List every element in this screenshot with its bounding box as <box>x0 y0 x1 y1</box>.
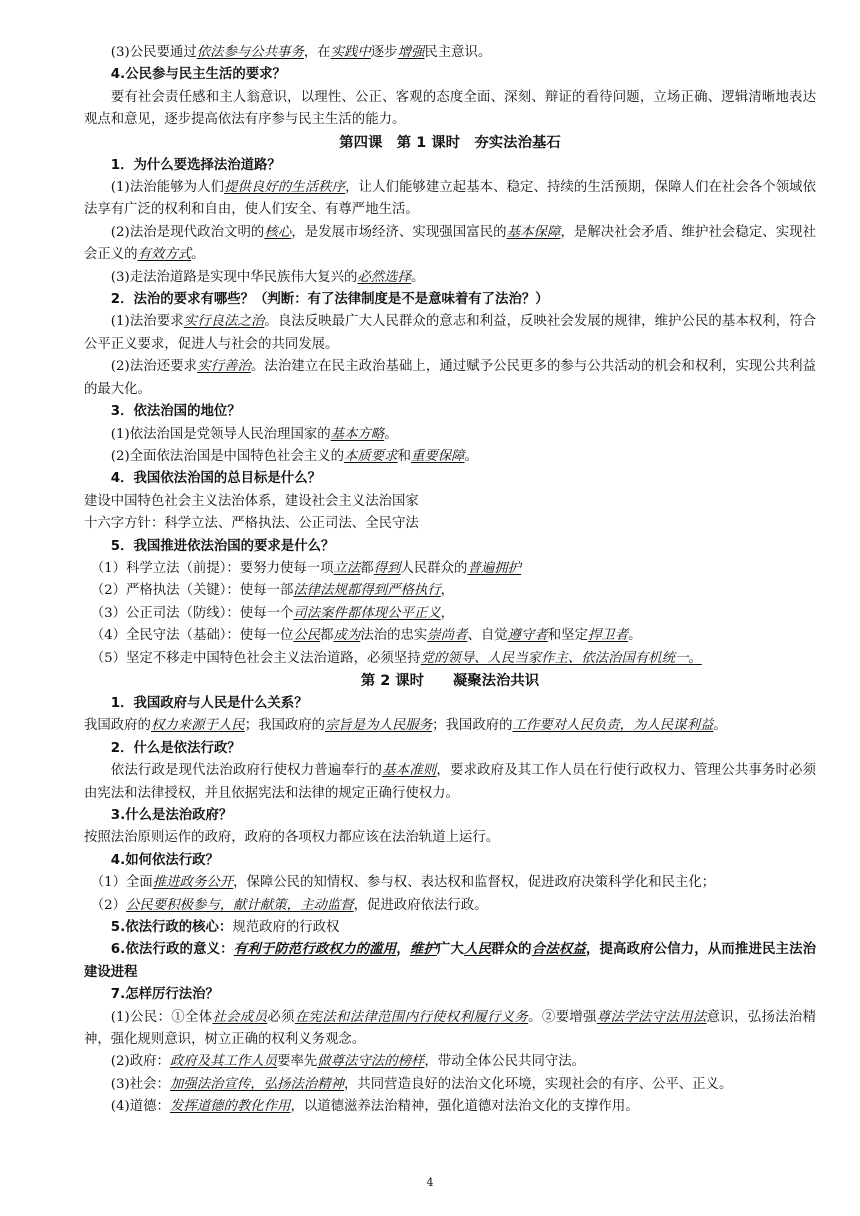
question-heading <box>84 289 816 311</box>
underlined-key-term: 实行良法之治 <box>183 314 265 330</box>
question-heading <box>84 468 816 490</box>
text-segment: 3.什么是法治政府？ <box>110 808 233 823</box>
text-segment: ， <box>440 605 455 621</box>
underlined-key-term: 公民要积极参与，献计献策，主动监督 <box>126 897 354 913</box>
paragraph <box>84 311 816 356</box>
underlined-key-term: 必然选择 <box>357 269 411 285</box>
question-heading <box>84 401 816 423</box>
paragraph <box>84 1096 816 1118</box>
text-segment: ，保障公民的知情权、参与权、表达权和监督权，促进政府决策科学化和民主化； <box>233 875 716 891</box>
text-segment: 都 <box>360 560 374 576</box>
underlined-key-term: 社会成员 <box>212 1009 268 1025</box>
paragraph <box>84 558 816 580</box>
text-segment: 2．法治的要求有哪些？（判断：有了法律制度是不是意味着有了法治？） <box>110 292 549 308</box>
question-heading <box>84 155 816 177</box>
text-segment: (3)社会： <box>110 1076 170 1092</box>
question-heading <box>84 738 816 760</box>
underlined-key-term: 维护 <box>409 942 437 958</box>
text-segment: 和坚定 <box>547 628 588 644</box>
text-segment: 。②要增强 <box>528 1009 597 1025</box>
underlined-key-term: 司法案件都体现公平正义 <box>293 605 441 621</box>
underlined-key-term: 崇尚者 <box>427 628 468 644</box>
paragraph <box>84 177 816 222</box>
text-segment: (1)法治要求 <box>110 314 184 330</box>
paragraph <box>84 424 816 446</box>
text-segment: 。 <box>713 718 727 734</box>
paragraph <box>84 715 816 737</box>
text-segment: ，提高政府公信力，从而推进民主法治建设进程 <box>84 942 817 980</box>
question-heading <box>84 917 816 939</box>
underlined-key-term: 本质要求 <box>344 448 398 464</box>
text-segment: (1)公民：①全体 <box>110 1009 213 1025</box>
text-segment: 规范政府的行政权 <box>232 920 340 936</box>
text-segment: ， <box>396 942 410 958</box>
paragraph <box>84 580 816 602</box>
underlined-key-term: 得到 <box>373 560 401 576</box>
text-segment: 第四课 第 1 课时 夯实法治基石 <box>339 134 561 151</box>
question-heading <box>84 984 816 1006</box>
text-segment: 。 <box>384 426 398 442</box>
underlined-key-term: 核心 <box>264 224 292 240</box>
paragraph <box>84 446 816 468</box>
underlined-key-term: 合法权益 <box>531 942 586 958</box>
text-segment: （2） <box>90 897 126 913</box>
paragraph <box>84 603 816 625</box>
text-segment: 都 <box>320 628 334 644</box>
paragraph <box>84 895 816 917</box>
underlined-key-term: 做尊法守法的榜样 <box>317 1054 425 1070</box>
underlined-key-term: 遵守者 <box>507 628 548 644</box>
text-segment: 7.怎样厉行法治？ <box>110 987 219 1003</box>
text-segment: (3)公民要通过 <box>110 45 197 60</box>
section-heading <box>84 670 816 693</box>
text-segment: 第 2 课时 凝聚法治共识 <box>360 672 540 689</box>
text-segment: 群众的 <box>491 942 532 958</box>
underlined-key-term: 政府及其工作人员 <box>169 1054 278 1070</box>
text-segment: （4）全民守法（基础）：使每一位 <box>90 628 294 644</box>
text-segment: ，带动全体公民共同守法。 <box>424 1054 586 1070</box>
underlined-key-term: 有利于防范行政权力的滥用 <box>233 942 397 958</box>
text-segment: 依法行政是现代法治政府行使权力普遍奉行的 <box>110 763 383 779</box>
underlined-key-term: 基本保障 <box>506 224 561 240</box>
underlined-key-term: 提供良好的生活秩序 <box>224 180 346 196</box>
question-heading <box>84 64 816 86</box>
text-segment: （1）全面 <box>90 875 153 891</box>
text-segment: 十六字方针：科学立法、严格执法、公正司法、全民守法 <box>84 516 419 532</box>
section-heading <box>84 132 816 155</box>
text-segment: 广大 <box>436 942 464 958</box>
text-segment: 2．什么是依法行政？ <box>110 740 241 756</box>
text-segment: (2)法治是现代政治文明的 <box>110 224 265 240</box>
text-segment: 。良法反映最广大人民群众的意志和利益，反映社会发展的规律，维护公民的基本权利，符合公平正义要求，促进人与社会的共同发展。 <box>84 314 817 352</box>
underlined-key-term: 成为 <box>333 628 361 644</box>
question-heading <box>84 850 816 872</box>
text-segment: (2)政府： <box>110 1054 170 1070</box>
text-segment: 按照法治原则运作的政府，政府的各项权力都应该在法治轨道上运行。 <box>84 830 500 846</box>
text-segment: ， <box>440 583 455 599</box>
underlined-key-term: 在宪法和法律范围内行使权利履行义务 <box>294 1009 529 1025</box>
question-heading <box>84 939 816 984</box>
text-segment: 5．我国推进依法治国的要求是什么？ <box>110 538 335 554</box>
underlined-key-term: 依法参与公共事务 <box>196 45 304 60</box>
text-segment: (4)道德： <box>110 1099 170 1115</box>
document-body <box>84 42 816 1119</box>
underlined-key-term: 尊法学法守法用法 <box>596 1009 707 1025</box>
text-segment: （2）严格执法（关键）：使每一部 <box>90 583 294 599</box>
underlined-key-term: 重要保障 <box>410 448 465 464</box>
text-segment: 建设中国特色社会主义法治体系，建设社会主义法治国家 <box>84 493 419 509</box>
text-segment: ，是发展市场经济、实现强国富民的 <box>291 224 507 240</box>
text-segment: （1）科学立法（前提）：要努力使每一项 <box>90 560 334 576</box>
text-segment: 我国政府的 <box>84 718 151 734</box>
underlined-key-term: 有效方式 <box>137 247 192 263</box>
paragraph <box>84 356 816 401</box>
underlined-key-term: 实行善治 <box>197 359 251 375</box>
paragraph <box>84 267 816 289</box>
underlined-key-term: 立法 <box>333 560 361 576</box>
underlined-key-term: 普遍拥护 <box>467 560 522 576</box>
underlined-key-term: 法律法规都得到严格执行 <box>293 583 441 599</box>
text-segment: ，是解决社会矛盾、维护社会稳定、实现社会正义的 <box>84 224 817 263</box>
paragraph <box>84 513 816 535</box>
text-segment: 民主意识。 <box>424 45 492 60</box>
text-segment: ，在 <box>303 45 331 60</box>
paragraph <box>84 625 816 647</box>
text-segment: 。法治建立在民主政治基础上，通过赋予公民更多的参与公共活动的机会和权利，实现公共利益的最大化。 <box>84 359 817 397</box>
text-segment: 4.公民参与民主生活的要求？ <box>110 67 286 83</box>
paragraph <box>84 1051 816 1073</box>
underlined-key-term: 实践中 <box>330 45 371 60</box>
underlined-key-term: 宗旨是为人民服务 <box>325 718 433 734</box>
text-segment: 必须 <box>267 1009 295 1025</box>
underlined-key-term: 加强法治宣传，弘扬法治精神 <box>169 1076 345 1092</box>
text-segment: 6.依法行政的意义： <box>110 942 234 958</box>
text-segment: 逐步 <box>370 45 398 60</box>
text-segment: (3)走法治道路是实现中华民族伟大复兴的 <box>110 269 358 285</box>
paragraph <box>84 42 816 64</box>
text-segment: 3．依法治国的地位？ <box>110 404 241 420</box>
text-segment: 人民群众的 <box>400 560 468 576</box>
paragraph <box>84 827 816 849</box>
text-segment: ，让人们能够建立起基本、稳定、持续的生活预期，保障人们在社会各个领域依法享有广泛的权利和自由，使人们安全、有尊严地生活。 <box>84 180 817 218</box>
text-segment: (2)法治还要求 <box>110 359 198 375</box>
text-segment: 。 <box>410 269 425 285</box>
text-segment: (2)全面依法治国是中国特色社会主义的 <box>110 448 345 464</box>
underlined-key-term: 公民 <box>293 628 321 644</box>
underlined-key-term: 权力来源于人民 <box>150 718 245 734</box>
underlined-key-term: 推进政务公开 <box>152 875 234 891</box>
question-heading <box>84 536 816 558</box>
text-segment: ；我国政府的 <box>432 718 513 734</box>
text-segment: 、自觉 <box>467 628 508 644</box>
text-segment: 1．为什么要选择法治道路？ <box>110 157 281 173</box>
underlined-key-term: 捍卫者 <box>587 628 629 644</box>
paragraph <box>84 87 816 132</box>
paragraph <box>84 491 816 513</box>
text-segment: ，要求政府及其工作人员在行使行政权力、管理公共事务时必须由宪法和法律授权，并且依据宪法和法律的规定正确行使权力。 <box>84 763 817 801</box>
text-segment: 意识，弘扬法治精神，强化规则意识，树立正确的权利义务观念。 <box>84 1009 817 1048</box>
text-segment: 要率先 <box>277 1054 318 1070</box>
question-heading <box>84 805 816 827</box>
question-heading <box>84 693 816 715</box>
text-segment: (1)法治能够为人们 <box>110 180 225 196</box>
text-segment: 。 <box>191 247 205 263</box>
paragraph <box>84 1074 816 1096</box>
paragraph <box>84 872 816 894</box>
text-segment: ，共同营造良好的法治文化环境，实现社会的有序、公平、正义。 <box>344 1076 733 1092</box>
text-segment: 要有社会责任感和主人翁意识，以理性、公正、客观的态度全面、深刻、辩证的看待问题，立场正确、逻辑清晰地表达观点和意见，逐步提高依法有序参与民主生活的能力。 <box>84 89 816 128</box>
underlined-key-term: 增强 <box>397 45 425 60</box>
text-segment: 5.依法行政的核心： <box>110 920 233 936</box>
text-segment: （3）公正司法（防线）：使每一个 <box>90 605 294 621</box>
paragraph <box>84 648 816 670</box>
text-segment: 和 <box>397 448 411 464</box>
paragraph <box>84 222 816 267</box>
underlined-key-term: 发挥道德的教化作用 <box>169 1099 291 1115</box>
text-segment: (1)依法治国是党领导人民治理国家的 <box>110 426 331 442</box>
underlined-key-term: 基本方略 <box>330 426 385 442</box>
text-segment: 。 <box>464 448 478 464</box>
underlined-key-term: 工作要对人民负责，为人民谋利益 <box>512 718 714 734</box>
text-segment: ，以道德滋养法治精神，强化道德对法治文化的支撑作用。 <box>290 1099 639 1115</box>
text-segment: ；我国政府的 <box>244 718 326 734</box>
text-segment: 。 <box>628 628 642 644</box>
text-segment: 法治的忠实 <box>360 628 428 644</box>
text-segment: 1．我国政府与人民是什么关系？ <box>110 695 308 711</box>
text-segment: （5）坚定不移走中国特色社会主义法治道路，必须坚持 <box>90 650 421 666</box>
text-segment: ，促进政府依法行政。 <box>353 897 488 913</box>
underlined-key-term: 基本准则 <box>382 763 437 779</box>
text-segment: 4.如何依法行政？ <box>110 852 219 868</box>
paragraph <box>84 760 816 805</box>
page-number: 4 <box>426 1176 434 1189</box>
underlined-key-term: 人民 <box>464 942 492 958</box>
underlined-key-term: 党的领导、人民当家作主、依法治国有机统一。 <box>420 650 702 666</box>
paragraph <box>84 1007 816 1052</box>
text-segment: 4．我国依法治国的总目标是什么？ <box>110 471 321 487</box>
